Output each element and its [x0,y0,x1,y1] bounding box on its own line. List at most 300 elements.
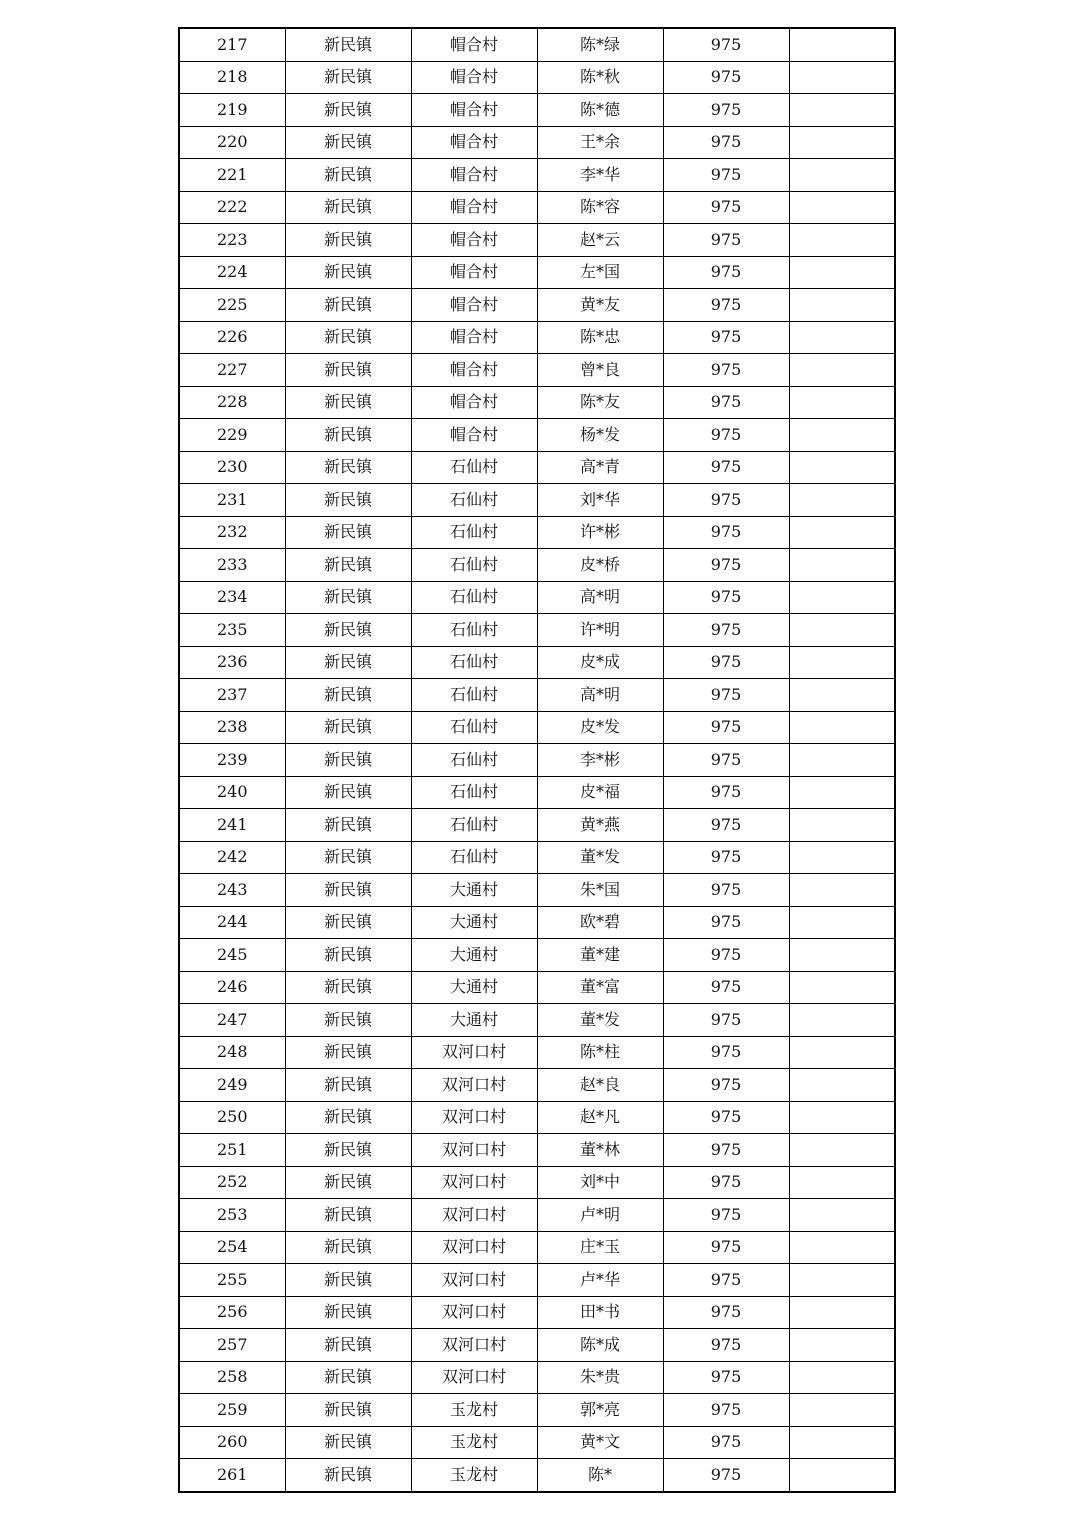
name-cell: 朱*贵 [537,1361,663,1394]
name-cell: 董*发 [537,1004,663,1037]
row-number-cell: 218 [179,61,285,94]
remark-cell [789,841,895,874]
town-cell: 新民镇 [285,646,411,679]
name-cell: 陈*秋 [537,61,663,94]
village-cell: 石仙村 [411,711,537,744]
village-cell: 大通村 [411,874,537,907]
town-cell: 新民镇 [285,614,411,647]
village-cell: 大通村 [411,971,537,1004]
name-cell: 陈*柱 [537,1036,663,1069]
row-number-cell: 243 [179,874,285,907]
village-cell: 帽合村 [411,191,537,224]
amount-cell: 975 [663,61,789,94]
town-cell: 新民镇 [285,874,411,907]
town-cell: 新民镇 [285,971,411,1004]
village-cell: 帽合村 [411,94,537,127]
town-cell: 新民镇 [285,1199,411,1232]
town-cell: 新民镇 [285,159,411,192]
table-row [179,419,895,452]
name-cell: 朱*国 [537,874,663,907]
amount-cell: 975 [663,419,789,452]
town-cell: 新民镇 [285,1004,411,1037]
table-row [179,874,895,907]
town-cell: 新民镇 [285,484,411,517]
name-cell: 曾*良 [537,354,663,387]
row-number-cell: 241 [179,809,285,842]
table-row [179,484,895,517]
amount-cell: 975 [663,386,789,419]
table-row [179,1426,895,1459]
amount-cell: 975 [663,1426,789,1459]
amount-cell: 975 [663,549,789,582]
row-number-cell: 219 [179,94,285,127]
village-cell: 帽合村 [411,159,537,192]
name-cell: 赵*良 [537,1069,663,1102]
row-number-cell: 229 [179,419,285,452]
name-cell: 皮*发 [537,711,663,744]
table-row [179,191,895,224]
amount-cell: 975 [663,1199,789,1232]
table-row [179,224,895,257]
town-cell: 新民镇 [285,1036,411,1069]
table-row [179,1134,895,1167]
town-cell: 新民镇 [285,776,411,809]
remark-cell [789,971,895,1004]
village-cell: 石仙村 [411,646,537,679]
table-row [179,1459,895,1492]
village-cell: 帽合村 [411,386,537,419]
row-number-cell: 242 [179,841,285,874]
town-cell: 新民镇 [285,1264,411,1297]
village-cell: 双河口村 [411,1329,537,1362]
amount-cell: 975 [663,159,789,192]
row-number-cell: 235 [179,614,285,647]
table-body [179,28,895,1492]
amount-cell: 975 [663,451,789,484]
amount-cell: 975 [663,1004,789,1037]
remark-cell [789,386,895,419]
table-row [179,1394,895,1427]
name-cell: 黄*友 [537,289,663,322]
name-cell: 陈*德 [537,94,663,127]
name-cell: 庄*玉 [537,1231,663,1264]
amount-cell: 975 [663,94,789,127]
remark-cell [789,939,895,972]
name-cell: 黄*文 [537,1426,663,1459]
village-cell: 石仙村 [411,809,537,842]
amount-cell: 975 [663,1134,789,1167]
table-row [179,321,895,354]
village-cell: 双河口村 [411,1264,537,1297]
table-row [179,126,895,159]
table-row [179,711,895,744]
remark-cell [789,1264,895,1297]
amount-cell: 975 [663,614,789,647]
amount-cell: 975 [663,971,789,1004]
name-cell: 董*发 [537,841,663,874]
row-number-cell: 253 [179,1199,285,1232]
town-cell: 新民镇 [285,809,411,842]
remark-cell [789,1459,895,1492]
table-row [179,354,895,387]
village-cell: 帽合村 [411,256,537,289]
row-number-cell: 231 [179,484,285,517]
amount-cell: 975 [663,679,789,712]
town-cell: 新民镇 [285,61,411,94]
amount-cell: 975 [663,1459,789,1492]
table-row [179,1004,895,1037]
remark-cell [789,1004,895,1037]
amount-cell: 975 [663,841,789,874]
row-number-cell: 246 [179,971,285,1004]
town-cell: 新民镇 [285,1329,411,1362]
village-cell: 石仙村 [411,679,537,712]
town-cell: 新民镇 [285,1361,411,1394]
remark-cell [789,1426,895,1459]
table-row [179,1036,895,1069]
town-cell: 新民镇 [285,191,411,224]
village-cell: 石仙村 [411,776,537,809]
row-number-cell: 249 [179,1069,285,1102]
town-cell: 新民镇 [285,1231,411,1264]
remark-cell [789,1166,895,1199]
remark-cell [789,354,895,387]
town-cell: 新民镇 [285,28,411,61]
table-row [179,679,895,712]
table-row [179,1199,895,1232]
row-number-cell: 256 [179,1296,285,1329]
row-number-cell: 228 [179,386,285,419]
table-row [179,744,895,777]
name-cell: 王*余 [537,126,663,159]
row-number-cell: 247 [179,1004,285,1037]
remark-cell [789,1296,895,1329]
remark-cell [789,1329,895,1362]
amount-cell: 975 [663,1394,789,1427]
village-cell: 石仙村 [411,484,537,517]
name-cell: 高*青 [537,451,663,484]
row-number-cell: 232 [179,516,285,549]
remark-cell [789,321,895,354]
amount-cell: 975 [663,1231,789,1264]
name-cell: 卢*明 [537,1199,663,1232]
table-row [179,646,895,679]
village-cell: 双河口村 [411,1101,537,1134]
amount-cell: 975 [663,484,789,517]
remark-cell [789,646,895,679]
row-number-cell: 255 [179,1264,285,1297]
remark-cell [789,289,895,322]
remark-cell [789,516,895,549]
remark-cell [789,224,895,257]
name-cell: 高*明 [537,679,663,712]
row-number-cell: 233 [179,549,285,582]
name-cell: 陈*成 [537,1329,663,1362]
town-cell: 新民镇 [285,386,411,419]
amount-cell: 975 [663,874,789,907]
table-row [179,809,895,842]
village-cell: 石仙村 [411,614,537,647]
town-cell: 新民镇 [285,94,411,127]
table-row [179,61,895,94]
name-cell: 陈*友 [537,386,663,419]
town-cell: 新民镇 [285,224,411,257]
table-row [179,289,895,322]
row-number-cell: 240 [179,776,285,809]
remark-cell [789,614,895,647]
village-cell: 玉龙村 [411,1426,537,1459]
name-cell: 赵*凡 [537,1101,663,1134]
row-number-cell: 238 [179,711,285,744]
amount-cell: 975 [663,256,789,289]
table-row [179,1361,895,1394]
town-cell: 新民镇 [285,841,411,874]
table-row [179,939,895,972]
amount-cell: 975 [663,1264,789,1297]
town-cell: 新民镇 [285,516,411,549]
name-cell: 董*建 [537,939,663,972]
amount-cell: 975 [663,906,789,939]
row-number-cell: 245 [179,939,285,972]
table-row [179,906,895,939]
table-row [179,549,895,582]
town-cell: 新民镇 [285,744,411,777]
remark-cell [789,809,895,842]
remark-cell [789,1231,895,1264]
village-cell: 石仙村 [411,516,537,549]
village-cell: 帽合村 [411,28,537,61]
village-cell: 双河口村 [411,1296,537,1329]
table-row [179,1231,895,1264]
remark-cell [789,1361,895,1394]
village-cell: 玉龙村 [411,1459,537,1492]
remark-cell [789,94,895,127]
row-number-cell: 250 [179,1101,285,1134]
town-cell: 新民镇 [285,1459,411,1492]
table-row [179,256,895,289]
remark-cell [789,1394,895,1427]
name-cell: 卢*华 [537,1264,663,1297]
name-cell: 董*富 [537,971,663,1004]
village-cell: 石仙村 [411,744,537,777]
table-row [179,94,895,127]
name-cell: 高*明 [537,581,663,614]
village-cell: 双河口村 [411,1166,537,1199]
remark-cell [789,1036,895,1069]
village-cell: 双河口村 [411,1231,537,1264]
amount-cell: 975 [663,224,789,257]
town-cell: 新民镇 [285,1296,411,1329]
town-cell: 新民镇 [285,289,411,322]
name-cell: 刘*华 [537,484,663,517]
name-cell: 田*书 [537,1296,663,1329]
name-cell: 刘*中 [537,1166,663,1199]
table-row [179,1069,895,1102]
amount-cell: 975 [663,1069,789,1102]
name-cell: 赵*云 [537,224,663,257]
amount-cell: 975 [663,1036,789,1069]
town-cell: 新民镇 [285,549,411,582]
town-cell: 新民镇 [285,321,411,354]
village-cell: 帽合村 [411,61,537,94]
amount-cell: 975 [663,744,789,777]
village-cell: 大通村 [411,906,537,939]
town-cell: 新民镇 [285,1069,411,1102]
name-cell: 皮*福 [537,776,663,809]
row-number-cell: 237 [179,679,285,712]
table-row [179,516,895,549]
village-cell: 双河口村 [411,1361,537,1394]
remark-cell [789,874,895,907]
village-cell: 双河口村 [411,1036,537,1069]
town-cell: 新民镇 [285,1166,411,1199]
town-cell: 新民镇 [285,711,411,744]
village-cell: 玉龙村 [411,1394,537,1427]
remark-cell [789,549,895,582]
remark-cell [789,744,895,777]
name-cell: 黄*燕 [537,809,663,842]
town-cell: 新民镇 [285,906,411,939]
remark-cell [789,581,895,614]
town-cell: 新民镇 [285,354,411,387]
remark-cell [789,451,895,484]
name-cell: 李*华 [537,159,663,192]
remark-cell [789,679,895,712]
name-cell: 郭*亮 [537,1394,663,1427]
remark-cell [789,159,895,192]
village-cell: 石仙村 [411,451,537,484]
amount-cell: 975 [663,1296,789,1329]
row-number-cell: 222 [179,191,285,224]
village-cell: 帽合村 [411,419,537,452]
name-cell: 陈*绿 [537,28,663,61]
remark-cell [789,711,895,744]
table-row [179,386,895,419]
row-number-cell: 223 [179,224,285,257]
village-cell: 石仙村 [411,841,537,874]
remark-cell [789,191,895,224]
town-cell: 新民镇 [285,419,411,452]
amount-cell: 975 [663,1166,789,1199]
amount-cell: 975 [663,809,789,842]
town-cell: 新民镇 [285,939,411,972]
village-cell: 双河口村 [411,1069,537,1102]
amount-cell: 975 [663,711,789,744]
row-number-cell: 251 [179,1134,285,1167]
table-row [179,451,895,484]
table-row [179,1101,895,1134]
row-number-cell: 224 [179,256,285,289]
row-number-cell: 239 [179,744,285,777]
remark-cell [789,1069,895,1102]
remark-cell [789,1199,895,1232]
town-cell: 新民镇 [285,126,411,159]
row-number-cell: 257 [179,1329,285,1362]
table-row [179,776,895,809]
village-cell: 石仙村 [411,581,537,614]
amount-cell: 975 [663,1361,789,1394]
amount-cell: 975 [663,1329,789,1362]
name-cell: 杨*发 [537,419,663,452]
village-cell: 双河口村 [411,1134,537,1167]
name-cell: 欧*碧 [537,906,663,939]
remark-cell [789,419,895,452]
table-row [179,581,895,614]
amount-cell: 975 [663,1101,789,1134]
name-cell: 左*国 [537,256,663,289]
table-row [179,28,895,61]
town-cell: 新民镇 [285,1394,411,1427]
table-row [179,1296,895,1329]
remark-cell [789,906,895,939]
row-number-cell: 217 [179,28,285,61]
row-number-cell: 221 [179,159,285,192]
row-number-cell: 244 [179,906,285,939]
table-row [179,841,895,874]
remark-cell [789,126,895,159]
name-cell: 许*彬 [537,516,663,549]
name-cell: 陈* [537,1459,663,1492]
row-number-cell: 248 [179,1036,285,1069]
row-number-cell: 234 [179,581,285,614]
row-number-cell: 230 [179,451,285,484]
row-number-cell: 254 [179,1231,285,1264]
town-cell: 新民镇 [285,451,411,484]
amount-cell: 975 [663,939,789,972]
village-cell: 帽合村 [411,321,537,354]
amount-cell: 975 [663,516,789,549]
amount-cell: 975 [663,581,789,614]
remark-cell [789,1101,895,1134]
village-cell: 帽合村 [411,289,537,322]
name-cell: 皮*桥 [537,549,663,582]
name-cell: 许*明 [537,614,663,647]
amount-cell: 975 [663,354,789,387]
village-cell: 大通村 [411,939,537,972]
name-cell: 董*林 [537,1134,663,1167]
table-row [179,1264,895,1297]
table-row [179,971,895,1004]
town-cell: 新民镇 [285,1134,411,1167]
remark-cell [789,776,895,809]
village-cell: 帽合村 [411,224,537,257]
remark-cell [789,256,895,289]
row-number-cell: 259 [179,1394,285,1427]
village-cell: 帽合村 [411,354,537,387]
town-cell: 新民镇 [285,1426,411,1459]
village-cell: 石仙村 [411,549,537,582]
row-number-cell: 220 [179,126,285,159]
table-row [179,1329,895,1362]
row-number-cell: 226 [179,321,285,354]
row-number-cell: 227 [179,354,285,387]
amount-cell: 975 [663,126,789,159]
row-number-cell: 258 [179,1361,285,1394]
town-cell: 新民镇 [285,679,411,712]
row-number-cell: 236 [179,646,285,679]
amount-cell: 975 [663,321,789,354]
remark-cell [789,61,895,94]
row-number-cell: 261 [179,1459,285,1492]
village-cell: 大通村 [411,1004,537,1037]
row-number-cell: 260 [179,1426,285,1459]
village-cell: 双河口村 [411,1199,537,1232]
remark-cell [789,28,895,61]
data-table [178,27,896,1493]
name-cell: 陈*忠 [537,321,663,354]
name-cell: 陈*容 [537,191,663,224]
amount-cell: 975 [663,28,789,61]
